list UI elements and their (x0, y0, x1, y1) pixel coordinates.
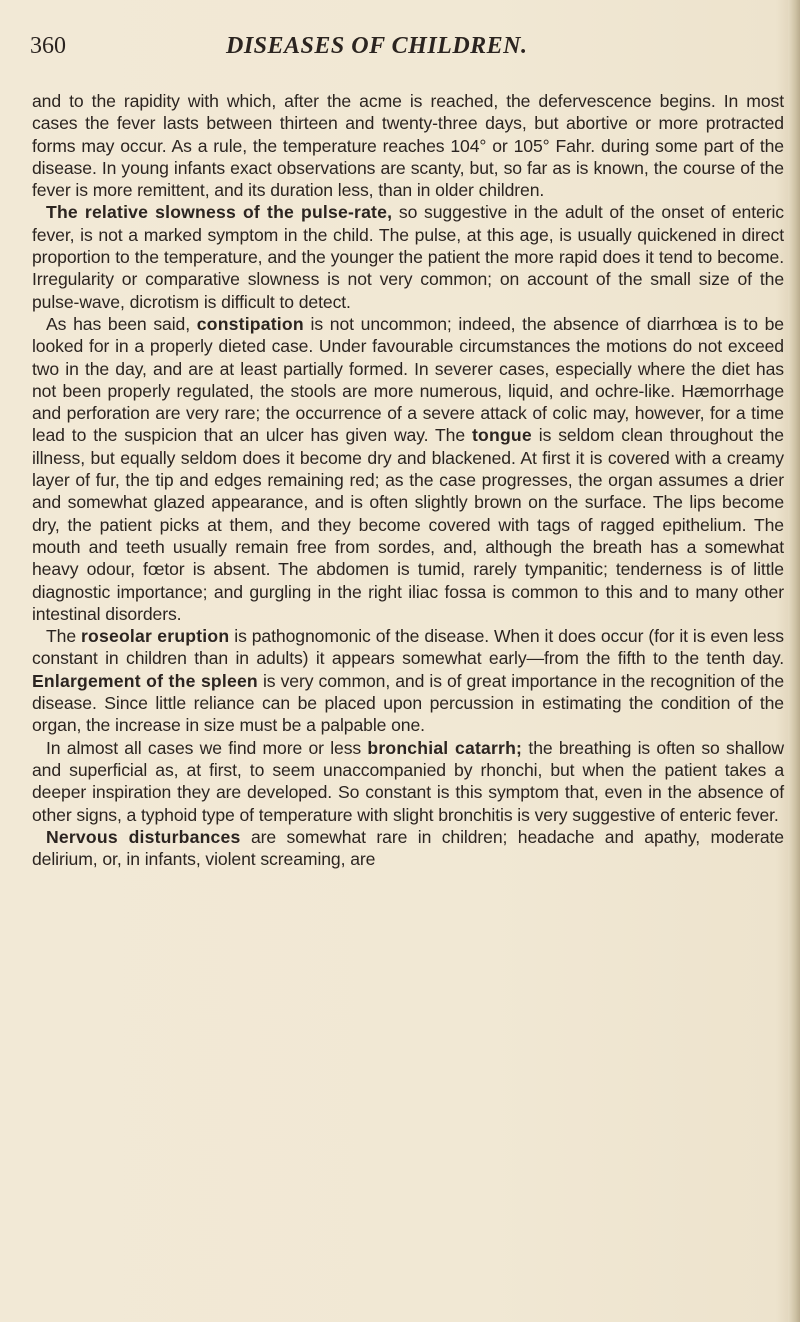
running-title: DISEASES OF CHILDREN. (226, 33, 528, 59)
body-text (32, 90, 784, 870)
paragraph-text-continued: is seldom clean throughout the illness, but equally seldom does it become dry and blackened. At first it is covered with a creamy layer of fur, the tip and edges remaining red; as the case progresses, the organ assumes a drier and somewhat glazed appearance, and is often slightly brown on the surface. The lips become dry, the patient picks at them, and they become covered with tags of ragged epithelium. The mouth and teeth usually remain free from sordes, and, although the breath has a somewhat heavy odour, fœtor is absent. The abdomen is tumid, rarely tympanitic; tenderness is of little diagnostic importance; and gurgling in the right iliac fossa is common to this and to many other intestinal disorders. (32, 425, 784, 624)
paragraph-prefix: The (46, 626, 81, 647)
paragraph-text-continued: is very common, and is of great importance in the recognition of the disease. Since little reliance can be placed upon percussion in estimating the condition of the organ, the increase in size must be a palpable one. (32, 670, 784, 736)
paragraph-constipation (32, 313, 784, 625)
paragraph-heading: Nervous disturbances (46, 826, 241, 847)
paragraph-subheading: Enlargement of the spleen (32, 670, 258, 691)
paragraph-text: are somewhat rare in children; headache and apathy, moderate delirium, or, in infants, violent screaming, are (32, 826, 784, 870)
paragraph-text: is not uncommon; indeed, the absence of diarrhœa is to be looked for in a properly dieted case. Under favourable circumstances the motions do not exceed two in the day, and are at least partially formed. In severer cases, especially where the diet has not been properly regulated, the stools are more numerous, liquid, and ochre-like. Hæmorrhage and perforation are very rare; the occurrence of a severe attack of colic may, however, for a time lead to the suspicion that an ulcer has given way. The (32, 313, 784, 446)
paragraph-bronchial (32, 737, 784, 826)
paragraph-text: the breathing is often so shallow and superficial as, at first, to seem unaccompanied by rhonchi, but when the patient takes a deeper inspiration they are developed. So constant is this symptom that, even in the absence of other signs, a typhoid type of temperature with slight bronchitis is very suggestive of enteric fever. (32, 737, 785, 825)
paragraph-eruption (32, 625, 784, 736)
paragraph-text: and to the rapidity with which, after the acme is reached, the defervescence begins. In most cases the fever lasts between thirteen and twenty-three days, but abortive or more protracted forms may occur. As a rule, the temperature reaches 104° or 105° Fahr. during some part of the disease. In young infants exact observations are scanty, but, so far as is known, the course of the fever is more remittent, and its duration less, than in older children. (32, 91, 784, 201)
paragraph-heading: constipation (196, 313, 304, 334)
paragraph-text: is pathognomonic of the disease. When it does occur (for it is even less constant in children than in adults) it appears somewhat early—from the fifth to the tenth day. (32, 626, 784, 669)
paragraph-heading: roseolar eruption (81, 626, 230, 647)
paragraph-heading: The relative slowness of the pulse-rate, (46, 202, 393, 223)
paragraph-fever-course (32, 90, 784, 201)
paragraph-prefix: In almost all cases we find more or less (46, 737, 368, 758)
paragraph-prefix: As has been said, (46, 313, 197, 334)
paragraph-subheading: tongue (472, 425, 532, 446)
page-number: 360 (30, 33, 66, 59)
paragraph-text: so suggestive in the adult of the onset of enteric fever, is not a marked symptom in the child. The pulse, at this age, is usually quickened in direct proportion to the temperature, and the younger the patient the more rapid does it tend to become. Irregularity or comparative slowness is not very common; on account of the small size of the pulse-wave, dicrotism is difficult to detect. (32, 202, 784, 312)
paragraph-pulse-rate (32, 201, 784, 312)
page-header (30, 26, 770, 66)
paragraph-nervous (32, 826, 784, 871)
page-edge (788, 0, 800, 1322)
paragraph-heading: bronchial catarrh; (367, 737, 523, 758)
